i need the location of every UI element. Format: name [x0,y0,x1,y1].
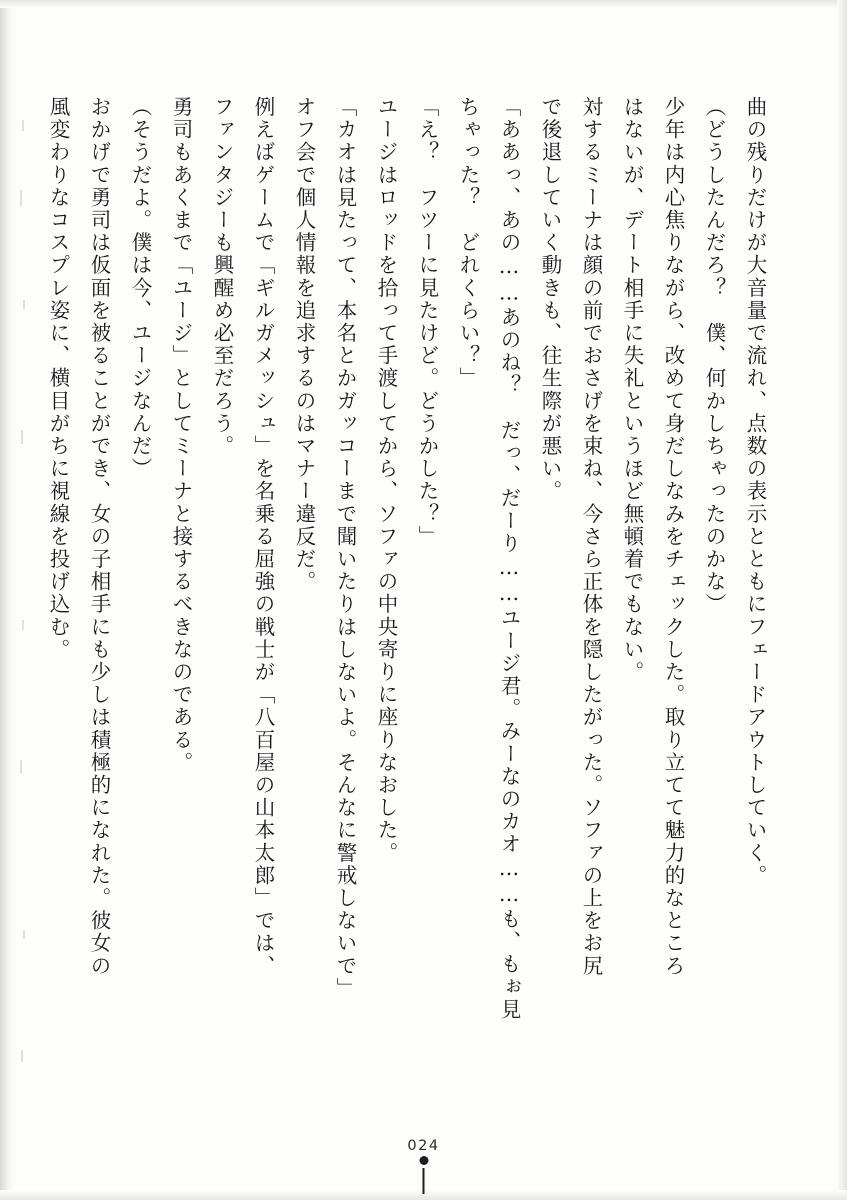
scan-speckle [20,190,22,206]
printer-mark-bar [422,1168,425,1194]
text-line: 対するミーナは顔の前でおさげを束ね、今さら正体を隠したがった。ソファの上をお尻 [579,96,603,978]
scan-speckle [20,760,22,773]
text-line: 「ああっ、あの……あのね？ だっ、だーり……ユージ君。みーなのカオ……も、もぉ見 [497,96,521,1021]
page-text-body [46,96,775,1086]
scan-speckle [22,120,24,131]
text-line: 「え？ フツーに見たけど。どうかした？」 [415,96,439,548]
text-line: オフ会で個人情報を追求するのはマナー違反だ。 [292,96,316,594]
text-line: 少年は内心焦りながら、改めて身だしなみをチェックした。取り立てて魅力的なところ [661,96,685,978]
text-line: （どうしたんだろ？ 僕、何かしちゃったのかな） [702,96,726,616]
text-line: （そうだよ。僕は今、ユージなんだ） [128,96,152,481]
text-line: ユージはロッドを拾って手渡してから、ソファの中央寄りに座りなおした。 [374,96,398,865]
text-line: 例えばゲームで「ギルガメッシュ」を名乗る屈強の戦士が「八百屋の山本太郎」では、 [251,96,275,978]
printer-mark-dot [419,1156,428,1165]
scan-speckle [21,430,23,444]
text-line: 曲の残りだけが大音量で流れ、点数の表示とともにフェードアウトしていく。 [743,96,767,887]
scan-speckle [23,930,25,939]
scan-speckle [23,300,25,309]
page-edge-left [0,0,14,1200]
scan-speckle [22,620,24,630]
text-line: 風変わりなコスプレ姿に、横目がちに視線を投げ込む。 [46,96,70,661]
text-line: 勇司もあくまで「ユージ」としてミーナと接するべきなのである。 [169,96,193,774]
text-line: おかげで勇司は仮面を被ることができ、女の子相手にも少しは積極的になれた。彼女の [87,96,111,978]
page-number: 024 [407,1138,440,1154]
text-line: で後退していく動きも、往生際が悪い。 [538,96,562,503]
page-edge-right [837,0,847,1200]
printer-registration-mark [419,1156,428,1194]
text-line: はないが、デート相手に失礼というほど無頓着でもない。 [620,96,644,684]
scan-speckle [21,1050,23,1062]
page-edge-top [0,0,847,8]
text-line: ファンタジーも興醒め必至だろう。 [210,96,234,458]
text-line: 「カオは見たって、本名とかガッコーまで聞いたりはしないよ。そんなに警戒しないで」 [333,96,357,1000]
text-line: ちゃった？ どれくらい？」 [456,96,480,390]
